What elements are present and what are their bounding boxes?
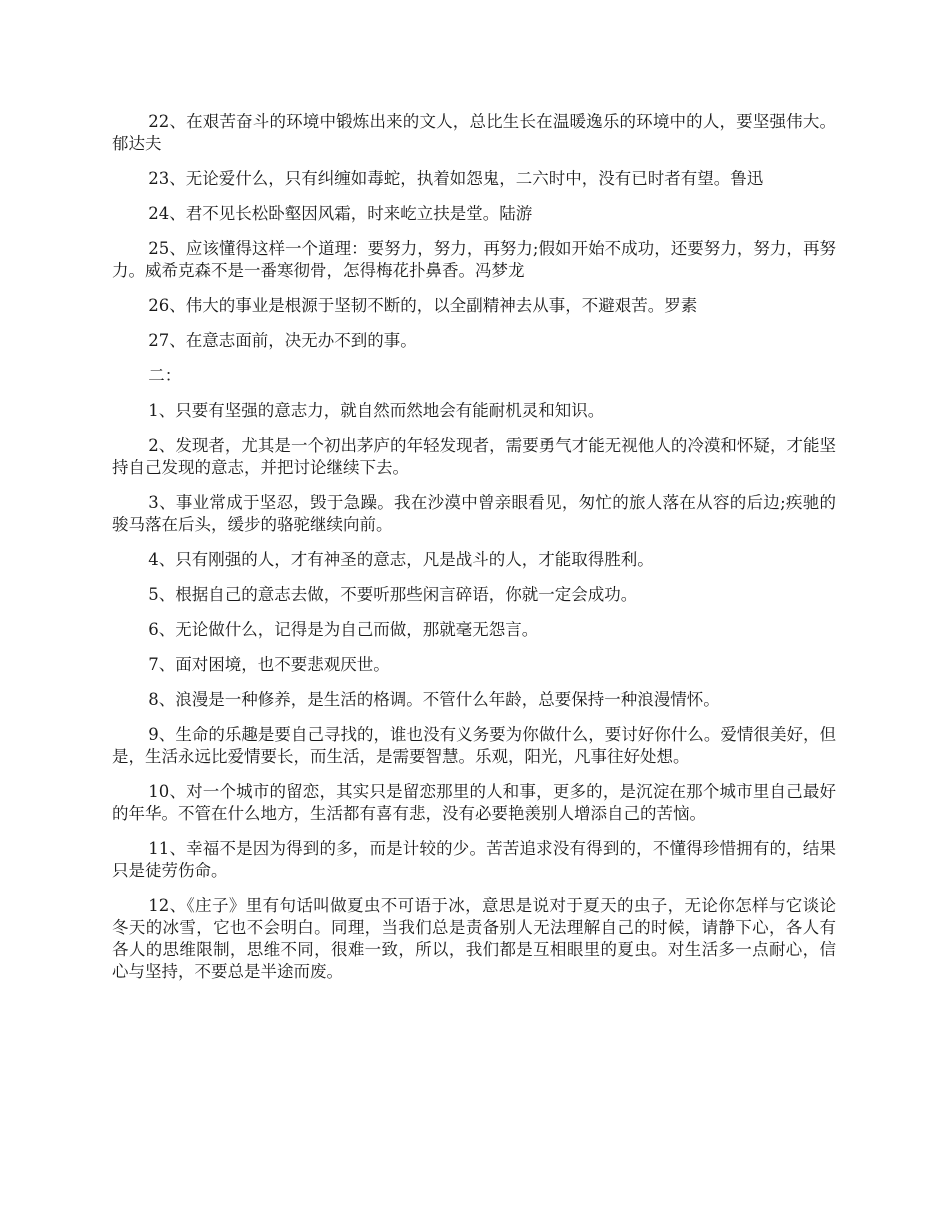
paragraph-8: 8、浪漫是一种修养，是生活的格调。不管什么年龄，总要保持一种浪漫情怀。: [148, 690, 720, 709]
paragraph-7: 7、面对困境，也不要悲观厌世。: [148, 655, 390, 674]
paragraph-5: 5、根据自己的意志去做，不要听那些闲言碎语，你就一定会成功。: [148, 585, 638, 604]
paragraph-27: 27、在意志面前，决无办不到的事。: [148, 331, 417, 350]
paragraph-10: 10、对一个城市的留恋，其实只是留恋那里的人和事，更多的，是沉淀在那个城市里自己最好的年华。不管在什么地方，生活都有喜有悲，没有必要艳羡别人增添自己的苦恼。: [112, 782, 836, 823]
paragraph-12: 12、《庄子》里有句话叫做夏虫不可语于冰，意思是说对于夏天的虫子，无论你怎样与它谈论冬天的冰雪，它也不会明白。同理，当我们总是责备别人无法理解自己的时候，请静下心，各人有各人的思维限制，思维不同，很难一致，所以，我们都是互相眼里的夏虫。对生活多一点耐心，信心与坚持，不要总是半途而废。: [112, 896, 836, 981]
paragraph-22: 22、在艰苦奋斗的环境中锻炼出来的文人，总比生长在温暖逸乐的环境中的人，要坚强伟大。郁达夫: [112, 112, 836, 153]
paragraph-25: 25、应该懂得这样一个道理：要努力，努力，再努力;假如开始不成功，还要努力，努力，再努力。威希克森不是一番寒彻骨，怎得梅花扑鼻香。冯梦龙: [112, 239, 836, 280]
paragraph-24: 24、君不见长松卧壑因风霜，时来屹立扶是堂。陆游: [148, 204, 533, 223]
paragraph-4: 4、只有刚强的人，才有神圣的意志，凡是战斗的人，才能取得胜利。: [148, 550, 654, 569]
section-heading: 二：: [148, 366, 182, 385]
paragraph-26: 26、伟大的事业是根源于坚韧不断的，以全副精神去从事，不避艰苦。罗素: [148, 296, 698, 315]
paragraph-3: 3、事业常成于坚忍，毁于急躁。我在沙漠中曾亲眼看见，匆忙的旅人落在从容的后边;疾驰的骏马落在后头，缓步的骆驼继续向前。: [112, 493, 836, 534]
paragraph-1: 1、只要有坚强的意志力，就自然而然地会有能耐机灵和知识。: [148, 401, 605, 420]
paragraph-11: 11、幸福不是因为得到的多，而是计较的少。苦苦追求没有得到的，不懂得珍惜拥有的，结果只是徒劳伤命。: [112, 839, 836, 880]
paragraph-6: 6、无论做什么，记得是为自己而做，那就毫无怨言。: [148, 620, 539, 639]
paragraph-9: 9、生命的乐趣是要自己寻找的，谁也没有义务要为你做什么，要讨好你什么。爱情很美好，但是，生活永远比爱情要长，而生活，是需要智慧。乐观，阳光，凡事往好处想。: [112, 725, 836, 766]
paragraph-23: 23、无论爱什么，只有纠缠如毒蛇，执着如怨鬼，二六时中，没有已时者有望。鲁迅: [148, 169, 764, 188]
paragraph-2: 2、发现者，尤其是一个初出茅庐的年轻发现者，需要勇气才能无视他人的冷漠和怀疑，才能坚持自己发现的意志，并把讨论继续下去。: [112, 436, 836, 477]
document-body: [112, 111, 836, 996]
